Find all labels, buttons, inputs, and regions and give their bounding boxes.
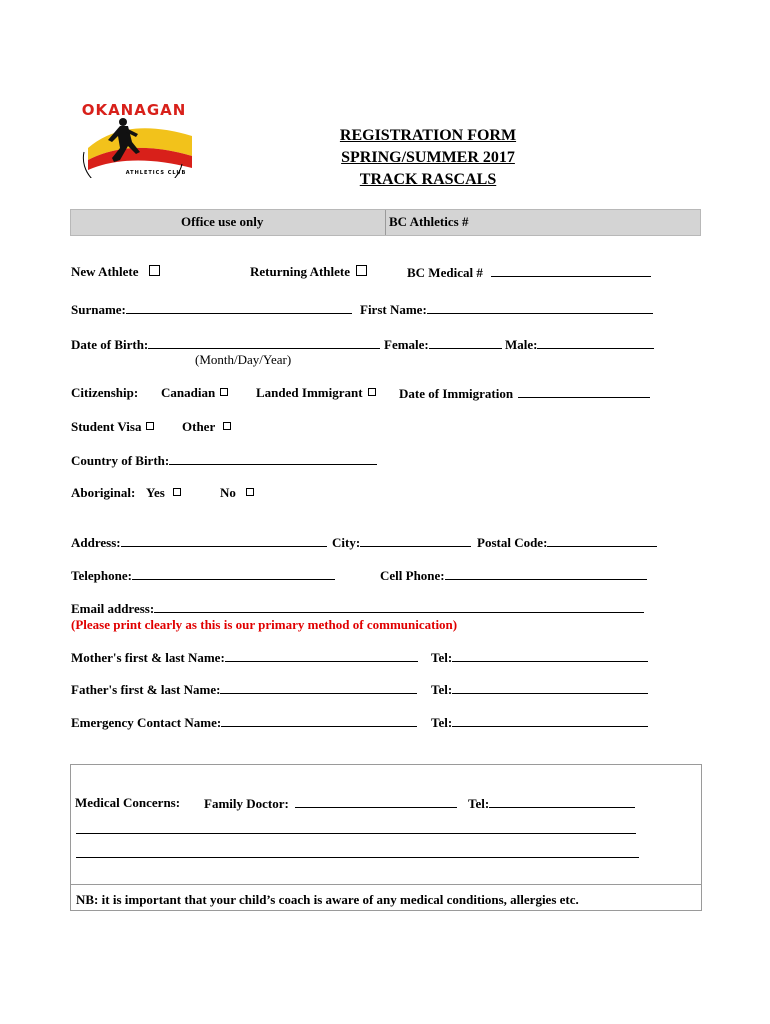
family-doctor-label: Family Doctor: bbox=[204, 796, 289, 811]
father-name-input[interactable] bbox=[220, 681, 417, 694]
surname-input[interactable] bbox=[126, 301, 352, 314]
address-label: Address: bbox=[71, 535, 121, 550]
cell-phone-label: Cell Phone: bbox=[380, 568, 445, 583]
father-tel-label: Tel: bbox=[431, 682, 453, 697]
canadian-checkbox[interactable] bbox=[220, 388, 228, 396]
city-field[interactable] bbox=[332, 534, 471, 551]
postal-code-field[interactable] bbox=[477, 534, 657, 551]
landed-immigrant-option[interactable] bbox=[256, 385, 376, 401]
dob-input[interactable] bbox=[148, 336, 380, 349]
aboriginal-no-option[interactable] bbox=[220, 485, 254, 501]
office-bar-divider bbox=[385, 210, 386, 235]
dob-field[interactable] bbox=[71, 336, 380, 353]
mother-name-field[interactable] bbox=[71, 649, 418, 666]
email-label: Email address: bbox=[71, 601, 155, 616]
citizenship-label: Citizenship: bbox=[71, 385, 139, 400]
returning-athlete-option[interactable] bbox=[250, 264, 367, 280]
female-label: Female: bbox=[384, 337, 429, 352]
surname-label: Surname: bbox=[71, 302, 126, 317]
father-name-label: Father's first & last Name: bbox=[71, 682, 221, 697]
canadian-option[interactable] bbox=[161, 385, 228, 401]
postal-code-label: Postal Code: bbox=[477, 535, 548, 550]
medical-note-text: NB: it is important that your child’s coach is aware of any medical conditions, allergies etc. bbox=[76, 892, 579, 907]
medical-notes-line-2[interactable] bbox=[76, 845, 639, 858]
father-tel-input[interactable] bbox=[452, 681, 648, 694]
form-season: SPRING/SUMMER 2017 bbox=[341, 149, 515, 166]
first-name-input[interactable] bbox=[427, 301, 653, 314]
aboriginal-yes-label: Yes bbox=[146, 485, 165, 500]
telephone-label: Telephone: bbox=[71, 568, 132, 583]
aboriginal-yes-option[interactable] bbox=[146, 485, 181, 501]
other-option[interactable] bbox=[182, 419, 231, 435]
male-field[interactable] bbox=[505, 336, 654, 353]
landed-immigrant-checkbox[interactable] bbox=[368, 388, 376, 396]
bc-medical-input[interactable] bbox=[491, 264, 651, 277]
logo-subtext: ATHLETICS CLUB bbox=[125, 170, 187, 176]
aboriginal-label: Aboriginal: bbox=[71, 485, 136, 500]
female-input[interactable] bbox=[429, 336, 502, 349]
student-visa-label: Student Visa bbox=[71, 419, 142, 434]
telephone-input[interactable] bbox=[132, 567, 335, 580]
aboriginal-no-label: No bbox=[220, 485, 236, 500]
emergency-contact-input[interactable] bbox=[221, 714, 417, 727]
emergency-contact-field[interactable] bbox=[71, 714, 417, 731]
returning-athlete-checkbox[interactable] bbox=[356, 265, 367, 276]
father-tel-field[interactable] bbox=[431, 681, 648, 698]
immigration-date-label: Date of Immigration bbox=[399, 386, 514, 401]
mother-tel-label: Tel: bbox=[431, 650, 453, 665]
doctor-tel-field[interactable] bbox=[468, 795, 635, 812]
other-checkbox[interactable] bbox=[223, 422, 231, 430]
city-input[interactable] bbox=[360, 534, 471, 547]
father-name-field[interactable] bbox=[71, 681, 417, 698]
family-doctor-field[interactable] bbox=[204, 795, 457, 812]
doctor-tel-input[interactable] bbox=[489, 795, 635, 808]
bc-medical-label: BC Medical # bbox=[407, 265, 483, 280]
email-input[interactable] bbox=[154, 600, 644, 613]
family-doctor-input[interactable] bbox=[295, 795, 457, 808]
cell-phone-field[interactable] bbox=[380, 567, 647, 584]
telephone-field[interactable] bbox=[71, 567, 335, 584]
emergency-tel-label: Tel: bbox=[431, 715, 453, 730]
mother-name-label: Mother's first & last Name: bbox=[71, 650, 225, 665]
office-use-bar bbox=[70, 209, 701, 236]
emergency-contact-label: Emergency Contact Name: bbox=[71, 715, 222, 730]
new-athlete-checkbox[interactable] bbox=[149, 265, 160, 276]
new-athlete-option[interactable] bbox=[71, 264, 160, 280]
medical-section bbox=[70, 764, 702, 911]
address-input[interactable] bbox=[121, 534, 327, 547]
aboriginal-no-checkbox[interactable] bbox=[246, 488, 254, 496]
returning-athlete-label: Returning Athlete bbox=[250, 264, 351, 279]
email-note: (Please print clearly as this is our primary method of communication) bbox=[71, 617, 458, 632]
email-field[interactable] bbox=[71, 600, 644, 617]
medical-notes-line-1[interactable] bbox=[76, 821, 636, 834]
mother-name-input[interactable] bbox=[225, 649, 418, 662]
canadian-label: Canadian bbox=[161, 385, 216, 400]
doctor-tel-label: Tel: bbox=[468, 796, 490, 811]
address-field[interactable] bbox=[71, 534, 327, 551]
country-of-birth-field[interactable] bbox=[71, 452, 377, 469]
other-label: Other bbox=[182, 419, 216, 434]
immigration-date-field[interactable] bbox=[399, 385, 650, 402]
country-of-birth-input[interactable] bbox=[169, 452, 377, 465]
form-program: TRACK RASCALS bbox=[359, 171, 497, 188]
dob-label: Date of Birth: bbox=[71, 337, 149, 352]
female-field[interactable] bbox=[384, 336, 502, 353]
first-name-field[interactable] bbox=[360, 301, 653, 318]
country-of-birth-label: Country of Birth: bbox=[71, 453, 170, 468]
male-input[interactable] bbox=[537, 336, 654, 349]
emergency-tel-field[interactable] bbox=[431, 714, 648, 731]
office-use-label: Office use only bbox=[181, 214, 264, 229]
mother-tel-input[interactable] bbox=[452, 649, 648, 662]
male-label: Male: bbox=[505, 337, 538, 352]
logo-text: OKANAGAN bbox=[81, 101, 187, 119]
surname-field[interactable] bbox=[71, 301, 352, 318]
emergency-tel-input[interactable] bbox=[452, 714, 648, 727]
landed-immigrant-label: Landed Immigrant bbox=[256, 385, 363, 400]
postal-code-input[interactable] bbox=[547, 534, 657, 547]
new-athlete-label: New Athlete bbox=[71, 264, 139, 279]
first-name-label: First Name: bbox=[360, 302, 427, 317]
bc-athletics-label: BC Athletics # bbox=[389, 214, 469, 229]
bc-medical-field[interactable] bbox=[407, 264, 651, 281]
immigration-date-input[interactable] bbox=[518, 385, 650, 398]
student-visa-checkbox[interactable] bbox=[146, 422, 154, 430]
form-title: REGISTRATION FORM bbox=[339, 127, 517, 144]
aboriginal-yes-checkbox[interactable] bbox=[173, 488, 181, 496]
city-label: City: bbox=[332, 535, 361, 550]
mother-tel-field[interactable] bbox=[431, 649, 648, 666]
dob-hint: (Month/Day/Year) bbox=[195, 352, 292, 367]
medical-concerns-label: Medical Concerns: bbox=[75, 795, 181, 810]
student-visa-option[interactable] bbox=[71, 419, 154, 435]
cell-phone-input[interactable] bbox=[445, 567, 647, 580]
